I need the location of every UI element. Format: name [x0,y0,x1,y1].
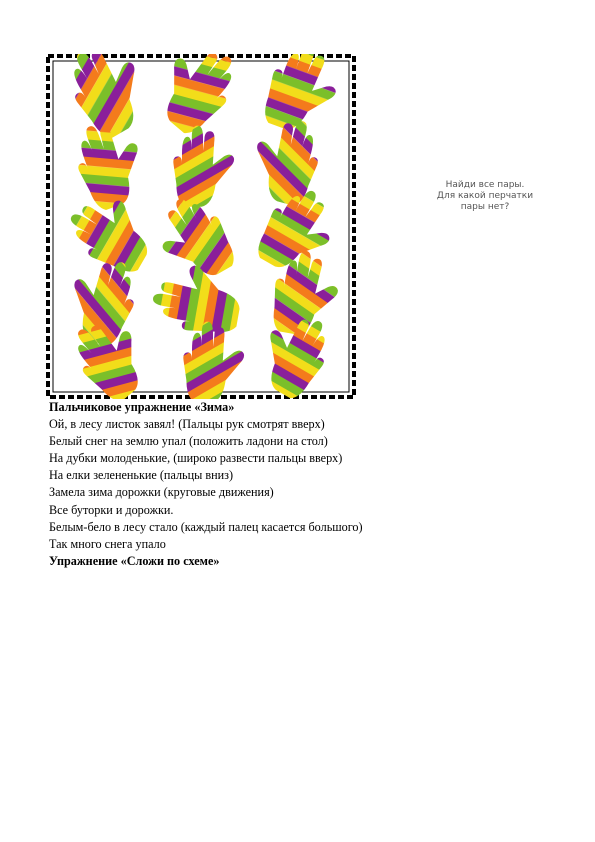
exercise-line-8: Так много снега упало [49,536,166,551]
exercise-line-4: На елки зелененькие (пальцы вниз) [49,468,234,483]
exercise-line-1: Ой, в лесу листок завял! (Пальцы рук смотрят вверх) [49,417,325,432]
exercise-line-3: На дубки молоденькие, (широко развести пальцы вверх) [49,451,343,466]
gloves-illustration [46,54,356,399]
caption-line-3: пары нет? [460,202,510,212]
gloves-group [56,54,347,399]
exercise-line-5: Замела зима дорожки (круговые движения) [49,485,274,500]
exercise-line-6: Все буторки и дорожки. [49,502,174,517]
exercise-footer: Упражнение «Сложи по схеме» [49,553,220,568]
exercise-line-2: Белый снег на землю упал (положить ладони на стол) [49,434,328,449]
exercise-text [49,399,569,570]
puzzle-caption [410,180,560,213]
caption-line-2: Для какой перчатки [436,191,534,201]
caption-line-1: Найди все пары. [445,180,525,190]
gloves-puzzle-figure [46,54,534,399]
exercise-line-7: Белым-бело в лесу стало (каждый палец касается большого) [49,519,363,534]
exercise-title: Пальчиковое упражнение «Зима» [49,400,235,414]
